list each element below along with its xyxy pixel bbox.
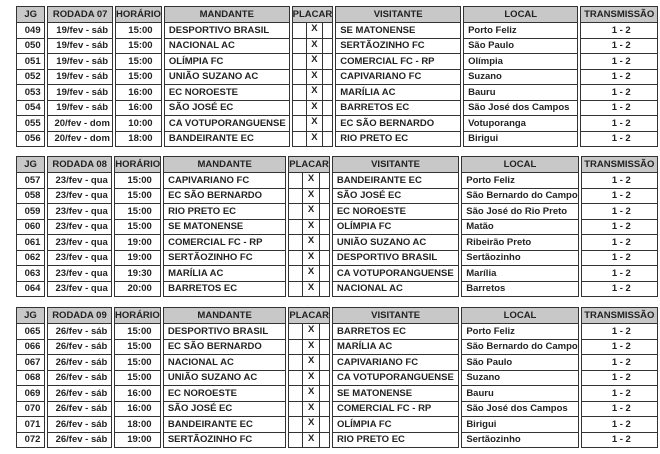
- score-separator: X: [311, 69, 318, 81]
- away-team: NACIONAL AC: [332, 282, 459, 298]
- venue: Matão: [461, 220, 578, 236]
- game-date: 19/fev - sáb: [47, 85, 113, 101]
- score-separator: X: [308, 417, 315, 428]
- table-row: [16, 85, 658, 101]
- game-number: 061: [16, 235, 45, 251]
- score-separator: X: [308, 324, 315, 335]
- venue: Birigui: [463, 132, 578, 148]
- score-cell: [288, 189, 330, 205]
- home-team: SE MATONENSE: [163, 220, 286, 236]
- home-team: UNIÃO SUZANO AC: [163, 371, 287, 387]
- venue: São José dos Campos: [463, 101, 578, 117]
- venue: São Bernardo do Campo: [461, 189, 578, 205]
- table-row: [16, 101, 658, 117]
- game-number: 065: [16, 324, 45, 340]
- header-jg: JG: [16, 307, 45, 324]
- game-number: 068: [16, 371, 45, 387]
- game-number: 053: [16, 85, 45, 101]
- venue: São José dos Campos: [461, 402, 578, 418]
- score-separator: X: [311, 116, 318, 127]
- away-team: EC NOROESTE: [332, 204, 459, 220]
- score-separator: X: [307, 266, 315, 277]
- game-number: 063: [16, 266, 45, 282]
- table-row: [16, 282, 658, 298]
- table-row: [16, 132, 658, 148]
- score-separator: X: [307, 173, 315, 184]
- table-row: [16, 116, 658, 132]
- header-time: HORÁRIO: [114, 156, 161, 173]
- game-time: 15:00: [115, 39, 162, 55]
- game-time: 15:00: [114, 189, 161, 205]
- game-date: 26/fev - sáb: [47, 324, 112, 340]
- venue: Votuporanga: [463, 116, 578, 132]
- game-time: 19:00: [114, 251, 161, 267]
- table-row: [16, 340, 658, 356]
- game-date: 23/fev - qua: [47, 235, 112, 251]
- game-number: 064: [16, 282, 45, 298]
- game-date: 23/fev - qua: [47, 282, 112, 298]
- game-time: 15:00: [114, 204, 161, 220]
- broadcast: 1 - 2: [581, 324, 658, 340]
- home-team: DESPORTIVO BRASIL: [164, 23, 290, 39]
- home-team: EC SÃO BERNARDO: [163, 340, 287, 356]
- score-cell: [292, 39, 334, 55]
- table-row: [16, 371, 658, 387]
- score-separator: X: [308, 370, 315, 382]
- score-cell: [288, 220, 330, 236]
- away-team: SE MATONENSE: [332, 386, 459, 402]
- home-team: BANDEIRANTE EC: [164, 132, 290, 148]
- table-row: [16, 355, 658, 371]
- game-number: 054: [16, 101, 45, 117]
- round-table: [14, 156, 660, 297]
- score-separator: X: [307, 250, 315, 262]
- away-team: CAPIVARIANO FC: [335, 70, 461, 86]
- game-time: 15:00: [114, 355, 161, 371]
- score-cell: [292, 54, 334, 70]
- header-venue: LOCAL: [461, 156, 578, 173]
- score-cell: [288, 340, 330, 356]
- score-cell: [288, 251, 330, 267]
- venue: Sertãozinho: [461, 251, 578, 267]
- broadcast: 1 - 2: [580, 23, 658, 39]
- away-team: CA VOTUPORANGUENSE: [332, 266, 459, 282]
- venue: Porto Feliz: [461, 173, 578, 189]
- score-separator: X: [307, 235, 315, 246]
- score-separator: X: [311, 38, 318, 50]
- table-row: [16, 433, 658, 449]
- game-number: 062: [16, 251, 45, 267]
- broadcast: 1 - 2: [581, 235, 658, 251]
- score-cell: [288, 433, 330, 449]
- game-time: 16:00: [114, 402, 161, 418]
- venue: Suzano: [463, 70, 578, 86]
- score-cell: [292, 132, 334, 148]
- game-number: 066: [16, 340, 45, 356]
- game-date: 26/fev - sáb: [47, 402, 112, 418]
- game-number: 049: [16, 23, 45, 39]
- score-separator: X: [311, 54, 318, 65]
- score-cell: [292, 23, 334, 39]
- broadcast: 1 - 2: [580, 85, 658, 101]
- broadcast: 1 - 2: [580, 70, 658, 86]
- broadcast: 1 - 2: [581, 189, 658, 205]
- game-date: 26/fev - sáb: [47, 386, 112, 402]
- game-date: 23/fev - qua: [47, 220, 112, 236]
- home-team: NACIONAL AC: [163, 355, 287, 371]
- broadcast: 1 - 2: [581, 266, 658, 282]
- table-row: [16, 54, 658, 70]
- away-team: MARÍLIA AC: [332, 340, 459, 356]
- home-team: RIO PRETO EC: [163, 204, 286, 220]
- home-team: OLÍMPIA FC: [164, 54, 290, 70]
- header-round: RODADA 09: [47, 307, 112, 324]
- broadcast: 1 - 2: [580, 132, 658, 148]
- venue: Barretos: [461, 282, 578, 298]
- game-time: 15:00: [115, 23, 162, 39]
- score-separator: X: [308, 386, 315, 397]
- game-time: 15:00: [115, 54, 162, 70]
- game-time: 19:00: [114, 235, 161, 251]
- game-date: 19/fev - sáb: [47, 39, 113, 55]
- home-team: EC NOROESTE: [163, 386, 287, 402]
- broadcast: 1 - 2: [581, 433, 658, 449]
- score-separator: X: [308, 355, 315, 366]
- away-team: DESPORTIVO BRASIL: [332, 251, 459, 267]
- header-score: PLACAR: [288, 156, 330, 173]
- away-team: SERTÃOZINHO FC: [335, 39, 461, 55]
- venue: São Bernardo do Campo: [461, 340, 578, 356]
- score-cell: [292, 85, 334, 101]
- header-score: PLACAR: [288, 307, 330, 324]
- venue: Suzano: [461, 371, 578, 387]
- score-cell: [292, 70, 334, 86]
- game-date: 23/fev - qua: [47, 173, 112, 189]
- table-row: [16, 23, 658, 39]
- score-cell: [288, 371, 330, 387]
- venue: Birigui: [461, 417, 578, 433]
- game-time: 16:00: [114, 386, 161, 402]
- game-number: 056: [16, 132, 45, 148]
- home-team: UNIÃO SUZANO AC: [164, 70, 290, 86]
- header-venue: LOCAL: [463, 6, 578, 23]
- game-time: 16:00: [115, 101, 162, 117]
- game-number: 060: [16, 220, 45, 236]
- broadcast: 1 - 2: [581, 251, 658, 267]
- score-separator: X: [308, 339, 315, 351]
- home-team: MARÍLIA AC: [163, 266, 286, 282]
- away-team: COMERCIAL FC - RP: [335, 54, 461, 70]
- venue: Porto Feliz: [463, 23, 578, 39]
- home-team: SÃO JOSÉ EC: [164, 101, 290, 117]
- header-round: RODADA 08: [47, 156, 112, 173]
- game-time: 15:00: [114, 340, 161, 356]
- table-row: [16, 324, 658, 340]
- header-round: RODADA 07: [47, 6, 113, 23]
- score-separator: X: [308, 432, 315, 444]
- home-team: CA VOTUPORANGUENSE: [164, 116, 290, 132]
- score-separator: X: [311, 100, 318, 112]
- broadcast: 1 - 2: [580, 54, 658, 70]
- header-venue: LOCAL: [461, 307, 578, 324]
- home-team: CAPIVARIANO FC: [163, 173, 286, 189]
- venue: Marília: [461, 266, 578, 282]
- game-date: 19/fev - sáb: [47, 23, 113, 39]
- broadcast: 1 - 2: [581, 220, 658, 236]
- table-row: [16, 417, 658, 433]
- venue: São José do Rio Preto: [461, 204, 578, 220]
- score-separator: X: [308, 401, 315, 413]
- game-number: 059: [16, 204, 45, 220]
- home-team: SERTÃOZINHO FC: [163, 433, 287, 449]
- score-separator: X: [307, 219, 315, 231]
- home-team: EC NOROESTE: [164, 85, 290, 101]
- score-separator: X: [311, 131, 318, 143]
- away-team: CAPIVARIANO FC: [332, 355, 459, 371]
- round-table: [14, 307, 660, 448]
- away-team: EC SÃO BERNARDO: [335, 116, 461, 132]
- table-row: [16, 173, 658, 189]
- away-team: BANDEIRANTE EC: [332, 173, 459, 189]
- game-number: 070: [16, 402, 45, 418]
- venue: Bauru: [461, 386, 578, 402]
- score-cell: [288, 204, 330, 220]
- broadcast: 1 - 2: [581, 386, 658, 402]
- header-time: HORÁRIO: [114, 307, 161, 324]
- game-number: 051: [16, 54, 45, 70]
- game-time: 19:00: [114, 433, 161, 449]
- header-broadcast: TRANSMISSÃO: [580, 6, 658, 23]
- away-team: SE MATONENSE: [335, 23, 461, 39]
- game-number: 071: [16, 417, 45, 433]
- game-date: 26/fev - sáb: [47, 417, 112, 433]
- score-separator: X: [307, 281, 315, 293]
- table-row: [16, 402, 658, 418]
- score-cell: [292, 101, 334, 117]
- away-team: BARRETOS EC: [332, 324, 459, 340]
- game-date: 20/fev - dom: [47, 132, 113, 148]
- score-separator: X: [307, 204, 315, 215]
- game-number: 052: [16, 70, 45, 86]
- venue: Bauru: [463, 85, 578, 101]
- score-cell: [288, 402, 330, 418]
- broadcast: 1 - 2: [581, 204, 658, 220]
- score-separator: X: [311, 23, 318, 34]
- score-cell: [288, 355, 330, 371]
- header-row: [16, 156, 658, 173]
- home-team: SÃO JOSÉ EC: [163, 402, 287, 418]
- score-cell: [288, 386, 330, 402]
- score-cell: [288, 173, 330, 189]
- home-team: SERTÃOZINHO FC: [163, 251, 286, 267]
- home-team: EC SÃO BERNARDO: [163, 189, 286, 205]
- game-date: 19/fev - sáb: [47, 54, 113, 70]
- game-time: 20:00: [114, 282, 161, 298]
- game-number: 055: [16, 116, 45, 132]
- away-team: RIO PRETO EC: [335, 132, 461, 148]
- header-home: MANDANTE: [163, 307, 287, 324]
- away-team: CA VOTUPORANGUENSE: [332, 371, 459, 387]
- away-team: COMERCIAL FC - RP: [332, 402, 459, 418]
- home-team: BARRETOS EC: [163, 282, 286, 298]
- table-row: [16, 220, 658, 236]
- game-time: 15:00: [114, 173, 161, 189]
- game-time: 10:00: [115, 116, 162, 132]
- broadcast: 1 - 2: [581, 355, 658, 371]
- table-row: [16, 189, 658, 205]
- game-date: 23/fev - qua: [47, 204, 112, 220]
- game-time: 15:00: [115, 70, 162, 86]
- game-date: 23/fev - qua: [47, 251, 112, 267]
- score-cell: [292, 116, 334, 132]
- home-team: COMERCIAL FC - RP: [163, 235, 286, 251]
- game-time: 16:00: [115, 85, 162, 101]
- round-table: [14, 6, 660, 147]
- table-row: [16, 386, 658, 402]
- venue: Olímpia: [463, 54, 578, 70]
- game-number: 058: [16, 189, 45, 205]
- table-row: [16, 251, 658, 267]
- away-team: MARÍLIA AC: [335, 85, 461, 101]
- game-time: 15:00: [114, 220, 161, 236]
- header-row: [16, 307, 658, 324]
- score-cell: [288, 417, 330, 433]
- header-jg: JG: [16, 6, 45, 23]
- home-team: BANDEIRANTE EC: [163, 417, 287, 433]
- game-time: 18:00: [114, 417, 161, 433]
- score-separator: X: [311, 85, 318, 96]
- game-date: 19/fev - sáb: [47, 70, 113, 86]
- game-date: 26/fev - sáb: [47, 340, 112, 356]
- game-date: 23/fev - qua: [47, 189, 112, 205]
- game-date: 26/fev - sáb: [47, 371, 112, 387]
- game-time: 15:00: [114, 371, 161, 387]
- game-date: 26/fev - sáb: [47, 433, 112, 449]
- broadcast: 1 - 2: [580, 116, 658, 132]
- table-row: [16, 70, 658, 86]
- table-row: [16, 204, 658, 220]
- header-away: VISITANTE: [332, 307, 459, 324]
- score-cell: [288, 266, 330, 282]
- score-separator: X: [307, 188, 315, 200]
- away-team: SÃO JOSÉ EC: [332, 189, 459, 205]
- broadcast: 1 - 2: [581, 282, 658, 298]
- away-team: OLÍMPIA FC: [332, 417, 459, 433]
- header-away: VISITANTE: [332, 156, 459, 173]
- venue: São Paulo: [463, 39, 578, 55]
- game-number: 057: [16, 173, 45, 189]
- header-broadcast: TRANSMISSÃO: [581, 307, 658, 324]
- table-row: [16, 39, 658, 55]
- broadcast: 1 - 2: [580, 39, 658, 55]
- header-away: VISITANTE: [335, 6, 461, 23]
- score-cell: [288, 282, 330, 298]
- away-team: RIO PRETO EC: [332, 433, 459, 449]
- venue: Sertãozinho: [461, 433, 578, 449]
- broadcast: 1 - 2: [580, 101, 658, 117]
- header-row: [16, 6, 658, 23]
- away-team: OLÍMPIA FC: [332, 220, 459, 236]
- game-time: 18:00: [115, 132, 162, 148]
- header-home: MANDANTE: [164, 6, 290, 23]
- table-row: [16, 235, 658, 251]
- game-date: 20/fev - dom: [47, 116, 113, 132]
- game-number: 069: [16, 386, 45, 402]
- home-team: DESPORTIVO BRASIL: [163, 324, 287, 340]
- header-home: MANDANTE: [163, 156, 286, 173]
- broadcast: 1 - 2: [581, 402, 658, 418]
- table-row: [16, 266, 658, 282]
- venue: Porto Feliz: [461, 324, 578, 340]
- game-time: 19:30: [114, 266, 161, 282]
- broadcast: 1 - 2: [581, 340, 658, 356]
- broadcast: 1 - 2: [581, 371, 658, 387]
- broadcast: 1 - 2: [581, 173, 658, 189]
- header-broadcast: TRANSMISSÃO: [581, 156, 658, 173]
- broadcast: 1 - 2: [581, 417, 658, 433]
- venue: Ribeirão Preto: [461, 235, 578, 251]
- game-number: 050: [16, 39, 45, 55]
- game-time: 15:00: [114, 324, 161, 340]
- score-cell: [288, 324, 330, 340]
- away-team: UNIÃO SUZANO AC: [332, 235, 459, 251]
- header-score: PLACAR: [292, 6, 334, 23]
- venue: São Paulo: [461, 355, 578, 371]
- game-date: 26/fev - sáb: [47, 355, 112, 371]
- home-team: NACIONAL AC: [164, 39, 290, 55]
- header-time: HORÁRIO: [115, 6, 162, 23]
- game-date: 19/fev - sáb: [47, 101, 113, 117]
- away-team: BARRETOS EC: [335, 101, 461, 117]
- game-number: 072: [16, 433, 45, 449]
- game-date: 23/fev - qua: [47, 266, 112, 282]
- game-number: 067: [16, 355, 45, 371]
- header-jg: JG: [16, 156, 45, 173]
- score-cell: [288, 235, 330, 251]
